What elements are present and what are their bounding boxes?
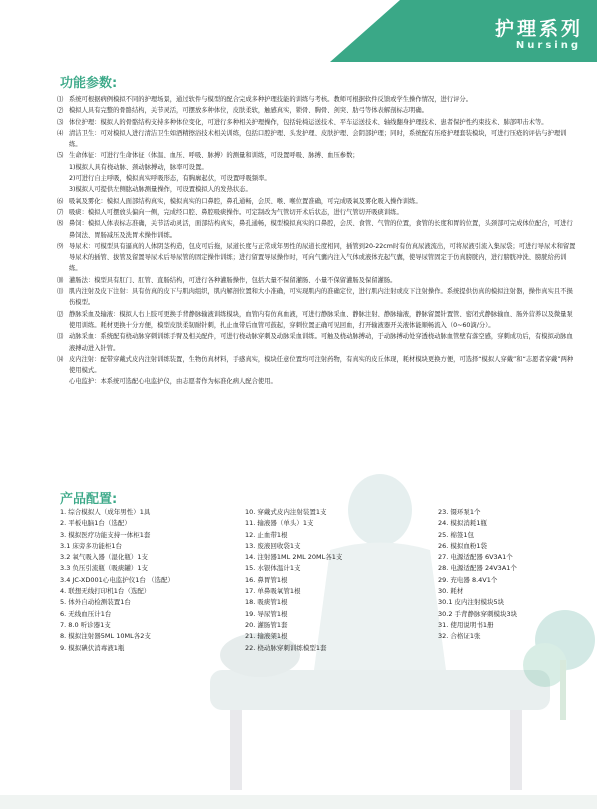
config-item: 4. 联想无线打印机1台（选配） [60, 587, 151, 596]
feature-text: 清洁卫生：可对模拟人进行清洁卫生如酒精擦浴技术相关训练，包括口腔护理、头发护理、皮肤护理、会阴部护理；同时，系统配有压疮护理套装模块，可进行压疮的评估与护理训练。 [69, 129, 567, 149]
config-heading: 产品配置: [60, 492, 118, 507]
feature-text: 吸痰：模拟人可摆放头偏向一侧，完成经口腔、鼻腔吸痰操作。可定制改为气管切开术后状态，进行气管切开吸痰训练。 [69, 208, 403, 216]
config-column-3 [438, 507, 517, 643]
config-item: 20. 灌肠管1套 [245, 620, 288, 629]
header-band-corner [330, 0, 400, 62]
config-item: 3. 模拟医疗功能支持一体柜1套 [60, 530, 151, 539]
feature-number: ⑾ [57, 288, 64, 296]
feature-item [57, 94, 577, 105]
config-item: 24. 模拟消耗1瓶 [438, 519, 488, 528]
feature-number: ⒀ [57, 333, 64, 341]
plant-decoration [520, 600, 597, 720]
feature-item [57, 354, 577, 377]
config-item: 3.2 氧气吸入器（湿化瓶）1支 [60, 553, 149, 562]
feature-item [57, 241, 577, 275]
feature-item [57, 128, 577, 151]
config-item: 21. 输液架1根 [245, 632, 288, 641]
feature-number: ⑽ [57, 276, 64, 284]
feature-text: 生命体征：可进行生命体征（体温、血压、呼吸、脉搏）的测量和训练，可设置呼吸、脉搏、血压参数； [69, 152, 359, 160]
feature-text: 导尿术：可模型具有逼真的人体阴茎构造，包皮可后拖，尿道长度与正常成年男性的尿道长度相同，插管到20-22cm时有仿真尿液流出，可将尿液引流入集尿袋；可进行导尿术和留置导尿术的插管、拔管及留置导尿术后导尿管的固定操作训练；进行留置导尿操作时，可向气囊内注入气体或液体充起气囊，使导尿管固定于仿真膀胱内，进行膀胱冲洗、膀胱给药训练。 [69, 242, 576, 273]
feature-number: ⑼ [57, 242, 64, 250]
config-item: 3.1 床旁多功能柜1台 [60, 541, 123, 550]
footer-bar [0, 795, 597, 809]
config-column-2 [245, 507, 342, 654]
feature-item [57, 331, 577, 354]
feature-text: 鼻饲：模拟人体表标志准确，关节活动灵活，面部结构真实，鼻孔通畅，模型模拟真实的口鼻腔，会厌、食管、气管的位置，食管的长度和胃的位置，头颈部可完成体位配合，可进行鼻饲法、胃肠减压及洗胃术操作训练。 [69, 220, 573, 239]
feature-item [57, 275, 577, 286]
config-item: 13. 废液回收袋1支 [245, 541, 301, 550]
config-item: 26. 模拟血粉1袋 [438, 541, 488, 550]
config-item: 9. 模拟碘伏消毒液1瓶 [60, 643, 125, 652]
config-item: 3.3 负压引流瓶（吸痰罐）1支 [60, 564, 149, 573]
config-item: 23. 镊环泵1个 [438, 508, 481, 516]
feature-number: ⑸ [57, 152, 64, 160]
feature-item [57, 309, 577, 332]
feature-text: 皮内注射：配带穿戴式皮内注射训练装置，生物仿真材料，手感真实，模块任意位置均可注射药物，有真实的皮丘体现，耗材模块更换方便，可选择“模拟人穿戴”和“志愿者穿戴”两种使用模式。 [69, 355, 574, 375]
config-item: 22. 桡动脉穿刺训练模型1套 [245, 643, 327, 652]
config-item: 17. 单鼻吸氧管1根 [245, 587, 301, 596]
series-title: 护理系列 [494, 18, 583, 40]
config-item: 7. 8.0 听诊器1支 [60, 620, 111, 629]
config-item: 19. 导尿管1根 [245, 609, 288, 618]
features-list [57, 94, 577, 388]
config-item: 10. 穿戴式皮内注射装置1支 [245, 508, 327, 516]
config-item: 18. 吸痰管1根 [245, 598, 288, 607]
feature-number: ⑵ [57, 107, 64, 115]
feature-number: ⑺ [57, 208, 64, 216]
feature-text: 系统可根据病例模拟不同的护理场景，通过软件与模型的配合完成多种护理技能的训练与考核。教师可根据软件反馈或学生操作情况，进行评分。 [69, 96, 472, 103]
feature-number: ⑿ [57, 310, 64, 318]
feature-number: ⑻ [57, 220, 64, 228]
feature-text: 肌内注射及皮下注射：具有仿真的皮下与肌肉组织，肌内解剖位置和大小准确，可实现肌内的准确定位，进行肌内注射或皮下注射操作。系统提供仿真的模拟注射器，操作真实且不损伤模型。 [69, 288, 573, 307]
feature-item [57, 196, 577, 207]
config-item: 14. 注射器1ML 2ML 20ML各1支 [245, 553, 343, 562]
config-item: 5. 体外自动检测装置1台 [60, 598, 131, 607]
feature-text: 静脉采血及输液：模拟人右上肢可更换手背静脉输液训练模块，血管内有仿真血液，可进行静脉采血、静脉注射、静脉输液，静脉留置针置管、密闭式静脉输血、肠外营养以及微量泵使用训练。耗材更换十分方便，模型皮肤柔韧耐针刺，扎止血带后血管可鼓起，穿刺位置正确可见回血，打开输液器开关液体能顺畅流入（0~60滴/分）。 [69, 310, 573, 329]
feature-number: ⑶ [57, 118, 64, 126]
config-item: 6. 无线血压计1台 [60, 609, 112, 618]
feature-item [57, 105, 577, 116]
series-subtitle: Nursing [515, 40, 581, 51]
config-item: 30. 耗材 [438, 587, 464, 596]
feature-item [57, 376, 577, 387]
config-item: 2. 平板电脑1台（选配） [60, 519, 131, 528]
config-item: 28. 电源适配器 24V3A1个 [438, 564, 517, 573]
feature-number: ⑹ [57, 197, 64, 205]
config-item: 16. 鼻胃管1根 [245, 575, 288, 584]
feature-item [57, 207, 577, 218]
feature-item [57, 286, 577, 309]
feature-number: ⑴ [57, 96, 64, 103]
config-item: 3.4 JC-XD001心电监护仪1台 （选配） [60, 575, 174, 584]
config-item: 32. 合格证1张 [438, 632, 481, 641]
feature-text: 体位护理：模拟人的骨骼结构支持多种体位变化，可进行多种相关护理操作，包括轮椅运送技术、平车运送技术、轴线翻身护理技术、患者保护性约束技术、肺部叩击术等。 [69, 118, 548, 126]
config-item: 11. 输液器（单头）1支 [245, 519, 314, 528]
config-item: 25. 棉签1包 [438, 530, 475, 539]
config-item: 15. 水银体温计1支 [245, 564, 301, 573]
config-item: 29. 充电器 8.4V1个 [438, 575, 498, 584]
feature-text: 心电监护：本系统可选配心电监护仪，由志愿者作为标准化病人配合使用。 [69, 378, 277, 386]
feature-number: ⑷ [57, 129, 64, 137]
feature-number [57, 376, 69, 387]
feature-text: 吸氧及雾化：模拟人面部结构真实，模拟真实的口鼻腔，鼻孔通畅，会厌、喉、喉位置准确，可完成吸氧及雾化吸入操作训练。 [69, 197, 422, 205]
config-item: 8. 模拟注射器5ML 10ML各2支 [60, 632, 151, 641]
feature-number: ⒁ [57, 355, 64, 363]
feature-text: 灌肠法：模型具有肛门、肛管、直肠结构，可进行各种灌肠操作，包括大量不保留灌肠、小量不保留灌肠及保留灌肠。 [69, 276, 397, 284]
config-item: 27. 电源适配器 6V3A1个 [438, 553, 513, 562]
config-item: 31. 使用说明书1册 [438, 620, 494, 629]
feature-text: 动脉采血：系统配有桡动脉穿刺训练手臂及相关配件，可进行桡动脉穿刺及动脉采血训练。可触及桡动脉搏动，于动脉搏动处穿透桡动脉血管壁有落空感，穿刺成功后，有模拟动脉血液搏动进入针管。 [69, 333, 573, 352]
config-item: 30.2 手背静脉穿刺模块3块 [438, 609, 518, 618]
feature-item [57, 150, 577, 195]
feature-text: 模拟人具有完整的骨骼结构，关节灵活，可摆放多种体位，皮肤柔软，触感真实，锁骨、胸骨、剑突、肋弓等体表解剖标志明确。 [69, 107, 428, 115]
feature-subitem: 1)模拟人具有桡动脉、颈动脉搏动，脉率可设置。 [69, 163, 208, 171]
features-heading: 功能参数: [60, 76, 118, 91]
config-column-1 [60, 507, 174, 654]
feature-item [57, 218, 577, 241]
feature-item [57, 117, 577, 128]
config-item: 30.1 皮内注射模块5块 [438, 598, 505, 607]
config-item: 1. 综合模拟人（成年男性）1具 [60, 508, 151, 516]
feature-subitem: 2)可进行自主呼吸，模拟真实呼吸形态，有胸廓起伏，可设置呼吸频率。 [69, 175, 271, 183]
feature-subitem: 3)模拟人可提供左侧肱动脉测量操作，可设置模拟人的发热状态。 [69, 186, 252, 194]
config-item: 12. 止血带1根 [245, 530, 288, 539]
